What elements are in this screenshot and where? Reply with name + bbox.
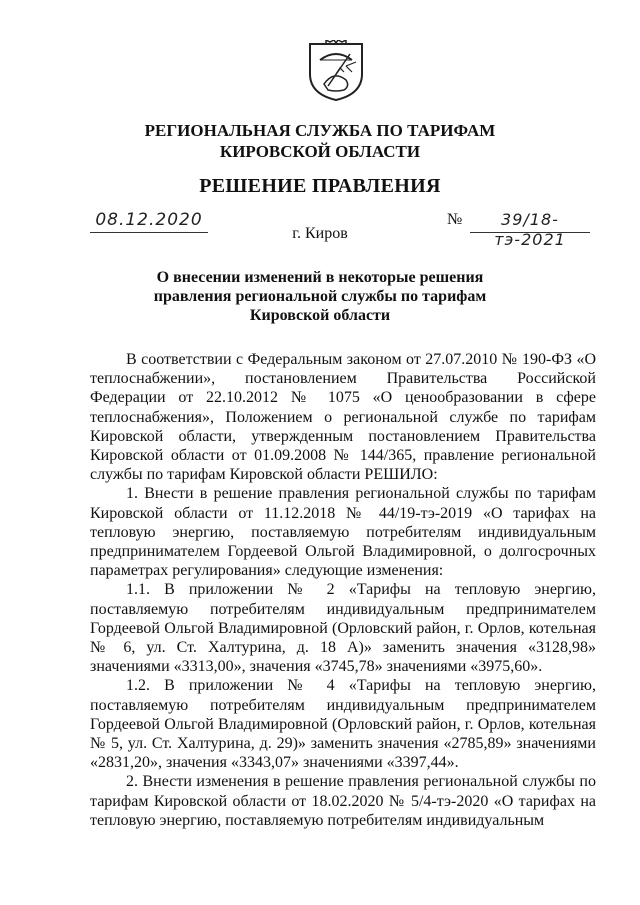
subject-line1: О внесении изменений в некоторые решения <box>156 269 484 286</box>
organization-name-line2: КИРОВСКОЙ ОБЛАСТИ <box>219 142 421 161</box>
document-date: 08.12.2020 <box>90 210 208 233</box>
clause-1-2-paragraph: 1.2. В приложении № 4 «Тарифы на тепловую энергию, поставляемую потребителям индивидуальным предпринимателем Гордеевой Ольгой Владимировной (Орловский район, г. Орлов, котельная № 5, ул. Ст. Халтурина, д. 29)» заменить значения «2785,89» значениями «2831,20», значения «3343,07» значениями «3397,44». <box>90 677 596 772</box>
subject-line3: Кировской области <box>249 307 391 324</box>
number-sign: № <box>447 211 463 228</box>
coat-of-arms-emblem <box>306 40 366 102</box>
clause-1-1-paragraph: 1.1. В приложении № 2 «Тарифы на тепловую энергию, поставляемую потребителям индивидуальным предпринимателем Гордеевой Ольгой Владимировной (Орловский район, г. Орлов, котельная № 6, ул. Ст. Халтурина, д. 18 А)» заменить значения «3128,98» значениями «3313,00», значения «3745,78» значениями «3975,60». <box>90 581 596 676</box>
document-number: 39/18-тэ-2021 <box>470 210 590 233</box>
clause-1-paragraph: 1. Внести в решение правления региональной службы по тарифам Кировской области от 11.12.2018 № 44/19-тэ-2019 «О тарифах на тепловую энергию, поставляемую потребителям индивидуальным предпринимателем Гордеевой Ольгой Владимировной, о долгосрочных параметрах регулирования» следующие изменения: <box>90 485 596 580</box>
preamble-paragraph: В соответствии с Федеральным законом от 27.07.2010 № 190-ФЗ «О теплоснабжении», постановлением Правительства Российской Федерации от 22.10.2012 № 1075 «О ценообразовании в сфере теплоснабжения», Положением о региональной службе по тарифам Кировской области, утвержденным постановлением Правительства Кировской области от 01.09.2008 № 144/365, правление региональной службы по тарифам Кировской области РЕШИЛО: <box>90 351 596 484</box>
clause-2-paragraph: 2. Внести изменения в решение правления региональной службы по тарифам Кировской области от 18.02.2020 № 5/4-тэ-2020 «О тарифах на тепловую энергию, поставляемую потребителям индивидуальным <box>90 773 596 829</box>
organization-name-line1: РЕГИОНАЛЬНАЯ СЛУЖБА ПО ТАРИФАМ <box>144 121 496 140</box>
document-title: РЕШЕНИЕ ПРАВЛЕНИЯ <box>199 175 441 197</box>
city: г. Киров <box>292 225 348 242</box>
document-body <box>90 350 596 830</box>
subject-line2: правления региональной службы по тарифам <box>153 288 487 305</box>
